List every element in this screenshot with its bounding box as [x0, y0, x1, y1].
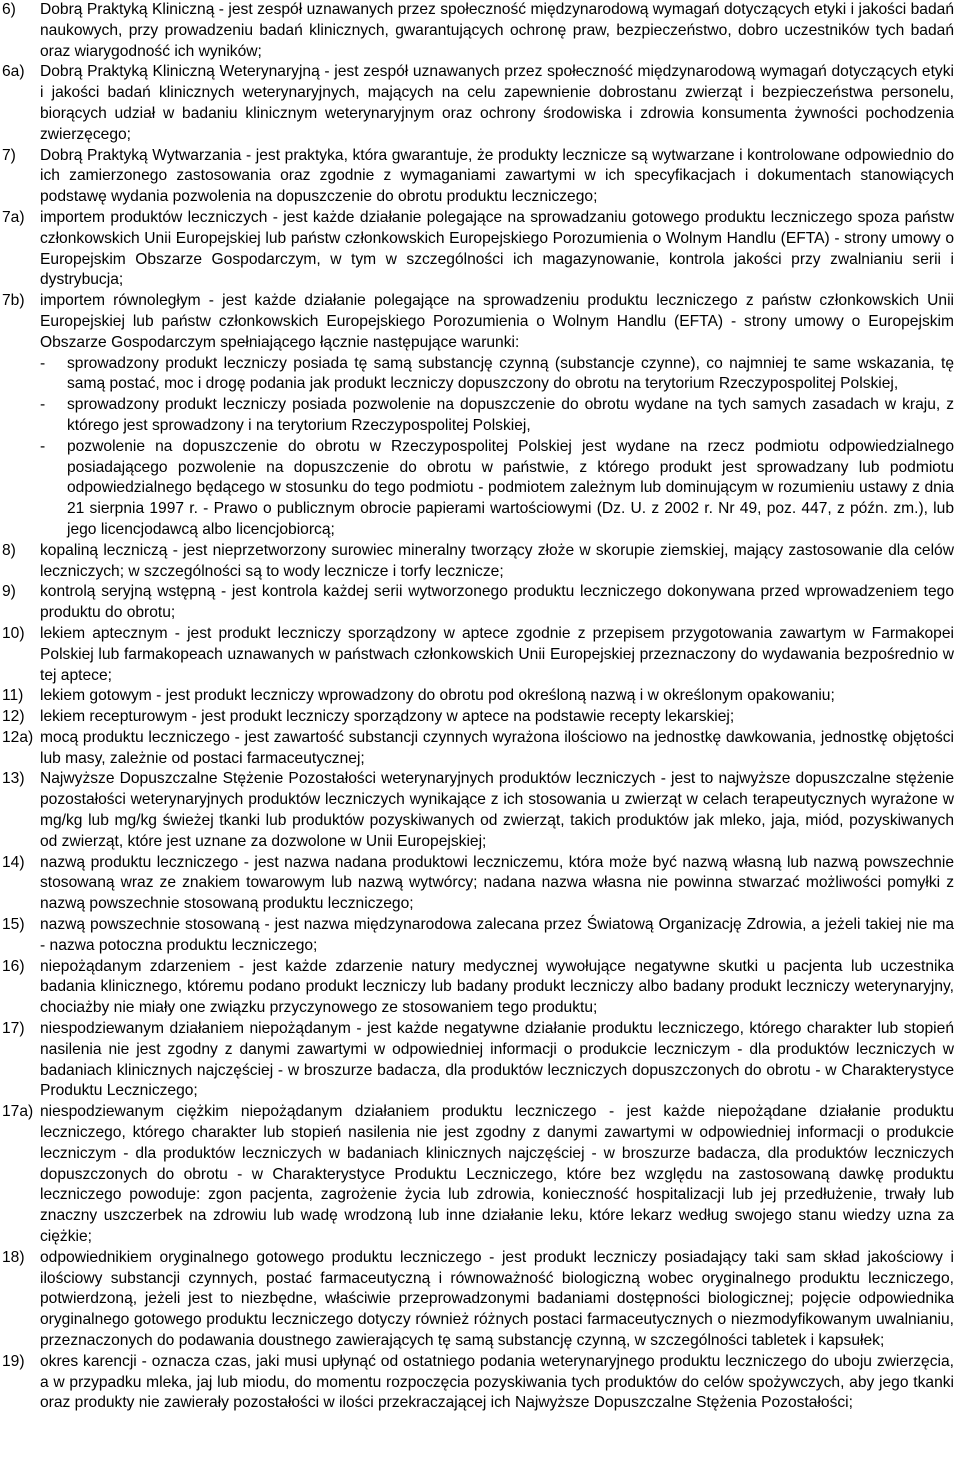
- item-number: 8): [2, 541, 16, 559]
- item-body: [40, 957, 954, 1019]
- item-text: niespodziewanym ciężkim niepożądanym działaniem produktu leczniczego - jest każde niepożądane działanie produktu leczniczego, którego charakter lub stopień nasilenia nie jest zgodny z danymi zawartymi w odpowiedniej informacji o produkcie leczniczym - dla produktów leczniczych w badaniach klinicznych najczęściej - w broszurze badacza, dla produktów leczniczych dopuszczonych do obrotu - w Charakterystyce Produktu Leczniczego, które bez względu na zastosowaną dawkę produktu leczniczego powoduje: zgon pacjenta, zagrożenie życia lub zdrowia, konieczność hospitalizacji lub jej przedłużenie, trwały lub znaczny uszczerbek na zdrowiu lub wadę wrodzoną lub inne działanie leku, które lekarz według swojego stanu wiedzy uzna za ciężkie;: [40, 1103, 954, 1246]
- definition-item: [2, 62, 954, 145]
- item-text: importem produktów leczniczych - jest każde działanie polegające na sprowadzaniu gotowego produktu leczniczego spoza państw członkowskich Unii Europejskiej lub państw członkowskich Europejskiego Porozumienia o Wolnym Handlu (EFTA) - strony umowy o Europejskim Obszarze Gospodarczym, w tym w szczególności ich magazynowanie, kontrola jakości przy zwalnianiu serii i dystrybucja;: [40, 208, 954, 289]
- definition-item: [2, 624, 954, 686]
- item-number: 12a): [2, 728, 34, 746]
- item-number: 9): [2, 583, 16, 601]
- item-number: 18): [2, 1248, 25, 1266]
- item-text: okres karencji - oznacza czas, jaki musi upłynąć od ostatniego podania weterynaryjnego produktu leczniczego do uboju zwierzęcia, a w przypadku mleka, jaj lub miodu, do momentu rozpoczęcia pozyskiwania tych produktów do celów spożywczych, aby jego tkanki oraz produkty nie zawierały pozostałości w ilości przekraczającej ich Najwyższe Dopuszczalne Stężenia Pozostałości;: [40, 1352, 954, 1412]
- definition-item: [2, 582, 954, 624]
- definition-item: [2, 769, 954, 852]
- item-body: [40, 769, 954, 852]
- item-body: [40, 707, 954, 728]
- definition-item: [2, 541, 954, 583]
- item-number: 7a): [2, 208, 25, 226]
- item-text: nazwą produktu leczniczego - jest nazwa nadana produktowi leczniczemu, która może być nazwą własną lub nazwą powszechnie stosowaną wraz ze znakiem towarowym lub nazwą wytwórcy; nadana nazwa własna nie powinna stwarzać możliwości pomyłki z nazwą powszechnie stosowaną produktu leczniczego;: [40, 853, 954, 913]
- item-number: 13): [2, 770, 25, 788]
- item-text: lekiem recepturowym - jest produkt leczniczy sporządzony w aptece na podstawie recepty lekarskiej;: [40, 708, 735, 726]
- definition-item: [2, 291, 954, 541]
- definition-item: [2, 0, 954, 62]
- item-body: [40, 0, 954, 62]
- definition-item: [2, 1352, 954, 1414]
- sub-item-dash: -: [40, 396, 46, 414]
- item-number: 17a): [2, 1103, 34, 1121]
- item-text: lekiem gotowym - jest produkt leczniczy wprowadzony do obrotu pod określoną nazwą i w określonym opakowaniu;: [40, 687, 835, 705]
- item-number: 17): [2, 1020, 25, 1038]
- item-body: [40, 541, 954, 583]
- item-body: [40, 1248, 954, 1352]
- item-number: 14): [2, 853, 25, 871]
- sub-item: [40, 437, 954, 541]
- item-text: Dobrą Praktyką Wytwarzania - jest praktyka, która gwarantuje, że produkty lecznicze są wytwarzane i kontrolowane odpowiednio do ich zamierzonego zastosowania oraz zgodnie z wymaganiami zawartymi w ich specyfikacjach i dokumentach stanowiących podstawę wydania pozwolenia na dopuszczenie do obrotu produktu leczniczego;: [40, 146, 954, 206]
- item-body: [40, 291, 954, 541]
- item-body: [40, 582, 954, 624]
- item-body: [40, 1352, 954, 1414]
- sub-item-text: sprowadzony produkt leczniczy posiada pozwolenie na dopuszczenie do obrotu wydane na tych samych zasadach w kraju, z którego jest sprowadzony i na terytorium Rzeczypospolitej Polskiej,: [67, 396, 954, 434]
- item-text: odpowiednikiem oryginalnego gotowego produktu leczniczego - jest produkt leczniczy posiadający taki sam skład jakościowy i ilościowy substancji czynnych, postać farmaceutyczną i równoważność biologiczną wobec oryginalnego produktu leczniczego, potwierdzoną, jeżeli jest to niezbędne, właściwie przeprowadzonymi badaniami dostępności biologicznej; pojęcie odpowiednika oryginalnego gotowego produktu leczniczego dotyczy również różnych postaci farmaceutycznych o niezmodyfikowanym uwalnianiu, przeznaczonych do podawania doustnego zawierających tę samą substancję czynną, w szczególności tabletek i kapsułek;: [40, 1248, 954, 1349]
- item-body: [40, 62, 954, 145]
- definition-item: [2, 686, 954, 707]
- item-body: [40, 624, 954, 686]
- item-text: Najwyższe Dopuszczalne Stężenie Pozostałości weterynaryjnych produktów leczniczych - jest to najwyższe dopuszczalne stężenie pozostałości weterynaryjnych produktów leczniczych wynikające z ich stosowania u zwierząt w celach terapeutycznych wyrażone w mg/kg lub mg/kg świeżej tkanki lub produktów pozyskiwanych od zwierząt, takich produktów jak mleko, jaja, miód, pozyskiwanych od zwierząt, które jest uznane za dozwolone w Unii Europejskiej;: [40, 770, 954, 850]
- sub-item-text: sprowadzony produkt leczniczy posiada tę samą substancję czynną (substancje czynne), co najmniej te same wskazania, tę samą postać, moc i drogę podania jak produkt leczniczy dopuszczony do obrotu na terytorium Rzeczypospolitej Polskiej,: [67, 354, 954, 393]
- item-number: 7b): [2, 292, 25, 310]
- sub-item-dash: -: [40, 354, 46, 372]
- definition-item: [2, 728, 954, 770]
- item-number: 10): [2, 624, 25, 642]
- definition-item: [2, 1102, 954, 1248]
- item-body: [40, 728, 954, 770]
- item-text: Dobrą Praktyką Kliniczną Weterynaryjną - jest zespół uznawanych przez społeczność międzynarodową wymagań dotyczących etyki i jakości badań klinicznych weterynaryjnych, mających na celu zapewnienie dobrostanu zwierząt i bezpieczeństwa personelu, biorących udział w badaniu klinicznym weterynaryjnym oraz ochrony środowiska i zdrowia konsumenta żywności pochodzenia zwierzęcego;: [40, 63, 954, 143]
- definition-item: [2, 1248, 954, 1352]
- item-number: 16): [2, 957, 25, 975]
- sub-item: [40, 354, 954, 396]
- item-body: [40, 1102, 954, 1248]
- item-text: kontrolą seryjną wstępną - jest kontrola każdej serii wytworzonego produktu leczniczego dokonywana przed wprowadzeniem tego produktu do obrotu;: [40, 583, 954, 622]
- item-body: [40, 146, 954, 208]
- item-text: niepożądanym zdarzeniem - jest każde zdarzenie natury medycznej wywołujące negatywne skutki u pacjenta lub uczestnika badania klinicznego, któremu podano produkt leczniczy lub badany produkt leczniczy albo badany produkt leczniczy weterynaryjny, chociażby nie miały one związku przyczynowego ze stosowaniem tego produktu;: [40, 957, 954, 1017]
- definition-item: [2, 146, 954, 208]
- item-text: kopaliną leczniczą - jest nieprzetworzony surowiec mineralny tworzący złoże w skorupie ziemskiej, mający zastosowanie dla celów leczniczych; w szczególności są to wody lecznicze i torfy lecznicze;: [40, 541, 954, 580]
- item-number: 15): [2, 916, 25, 934]
- sub-item-text: pozwolenie na dopuszczenie do obrotu w Rzeczypospolitej Polskiej jest wydane na rzecz podmiotu odpowiedzialnego posiadającego pozwolenie na dopuszczenie do obrotu w państwie, z którego produkt jest sprowadzany lub podmiotu odpowiedzialnego będącego w stosunku do tego podmiotu - podmiotem zależnym lub dominującym w rozumieniu ustawy z dnia 21 sierpnia 1997 r. - Prawo o publicznym obrocie papierami wartościowymi (Dz. U. z 2002 r. Nr 49, poz. 447, z późn. zm.), lub jego licencjodawcą albo licencjobiorcą;: [67, 437, 954, 538]
- sub-item-dash: -: [40, 437, 46, 455]
- item-number: 19): [2, 1352, 25, 1370]
- definition-item: [2, 707, 954, 728]
- item-text: niespodziewanym działaniem niepożądanym - jest każde negatywne działanie produktu leczniczego, którego charakter lub stopień nasilenia nie jest zgodny z danymi zawartymi w odpowiedniej informacji o produkcie leczniczym - dla produktów leczniczych w badaniach klinicznych najczęściej - w broszurze badacza, dla produktów leczniczych dopuszczonych do obrotu - w Charakterystyce Produktu Leczniczego;: [40, 1020, 954, 1100]
- item-body: [40, 1019, 954, 1102]
- definition-item: [2, 957, 954, 1019]
- item-number: 11): [2, 687, 24, 705]
- item-number: 7): [2, 146, 16, 164]
- item-number: 6): [2, 1, 16, 18]
- definition-item: [2, 208, 954, 291]
- item-text: nazwą powszechnie stosowaną - jest nazwa międzynarodowa zalecana przez Światową Organizację Zdrowia, a jeżeli takiej nie ma - nazwa potoczna produktu leczniczego;: [40, 916, 954, 954]
- definition-item: [2, 1019, 954, 1102]
- item-body: [40, 686, 954, 707]
- item-text: importem równoległym - jest każde działanie polegające na sprowadzeniu produktu leczniczego z państw członkowskich Unii Europejskiej lub państw członkowskich Europejskiego Porozumienia o Wolnym Handlu (EFTA) - strony umowy o Europejskim Obszarze Gospodarczym spełniającego łącznie następujące warunki:: [40, 292, 954, 351]
- item-number: 6a): [2, 63, 25, 81]
- definition-item: [2, 915, 954, 957]
- item-number: 12): [2, 708, 25, 726]
- sub-item: [40, 395, 954, 437]
- item-body: [40, 208, 954, 291]
- item-text: Dobrą Praktyką Kliniczną - jest zespół uznawanych przez społeczność międzynarodową wymagań dotyczących etyki i jakości badań naukowych, przy prowadzeniu badań klinicznych, gwarantujących ochronę praw, bezpieczeństwo, dobro uczestników tych badań oraz wiarygodność ich wyników;: [40, 1, 954, 60]
- definition-item: [2, 853, 954, 915]
- item-body: [40, 853, 954, 915]
- item-text: mocą produktu leczniczego - jest zawartość substancji czynnych wyrażona ilościowo na jednostkę dawkowania, jednostkę objętości lub masy, zależnie od postaci farmaceutycznej;: [40, 728, 954, 767]
- item-body: [40, 915, 954, 957]
- item-text: lekiem aptecznym - jest produkt leczniczy sporządzony w aptece zgodnie z przepisem przygotowania zawartym w Farmakopei Polskiej lub farmakopeach uznawanych w państwach członkowskich Unii Europejskiej przeznaczony do wydawania bezpośrednio w tej aptece;: [40, 624, 954, 684]
